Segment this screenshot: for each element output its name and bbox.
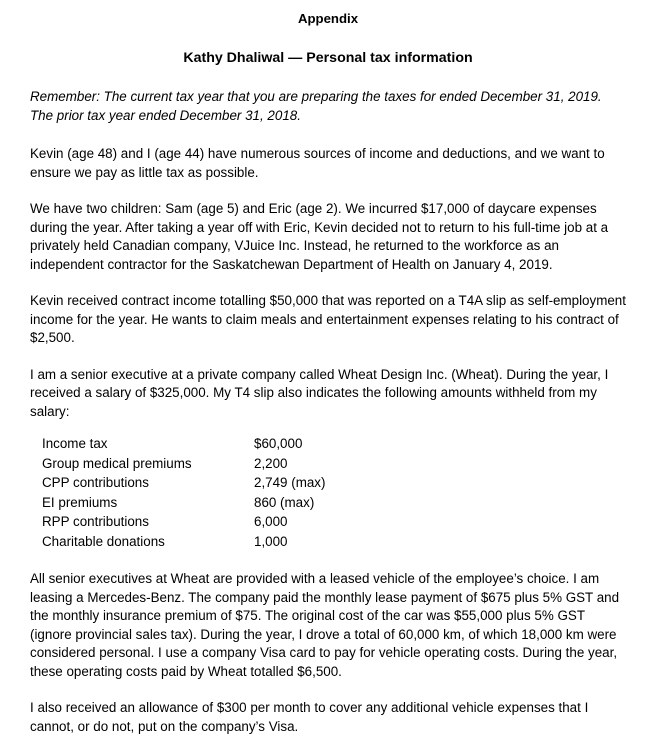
withholding-label: Group medical premiums [42, 455, 192, 471]
withholding-label: CPP contributions [42, 475, 149, 491]
paragraph-vehicle-allowance: I also received an allowance of $300 per month to cover any additional vehicle expenses that I cannot, or do not, put on the company’s Visa. [30, 700, 589, 734]
paragraph-family-income: Kevin (age 48) and I (age 44) have numerous sources of income and deductions, and we want to ensure we pay as little tax as possible. [30, 146, 605, 180]
withholding-value: $60,000 [254, 436, 303, 452]
paragraph-salary-withholdings: I am a senior executive at a private company called Wheat Design Inc. (Wheat). During the year, I received a salary of $325,000. My T4 slip also indicates the following amounts withheld from my salary: [30, 366, 609, 419]
table-row [38, 513, 325, 533]
withholding-value: 6,000 [254, 514, 288, 530]
withholding-value: 2,749 (max) [254, 475, 326, 491]
withholding-value: 1,000 [254, 533, 288, 549]
withholding-value: 860 (max) [254, 494, 315, 510]
table-row [38, 494, 325, 514]
table-row [38, 533, 325, 553]
table-row [38, 435, 325, 455]
withholding-label: Charitable donations [42, 533, 165, 549]
paragraph-children-daycare: We have two children: Sam (age 5) and Eric (age 2). We incurred $17,000 of daycare expenses during the year. After taking a year off with Eric, Kevin decided not to return to his full-time job at a privately held Canadian company, VJuice Inc. Instead, he returned to the workforce as an independent contractor for the Saskatchewan Department of Health on January 4, 2019. [30, 201, 609, 272]
withholding-value: 2,200 [254, 455, 288, 471]
document-subtitle: Kathy Dhaliwal — Personal tax information [183, 50, 473, 67]
table-row [38, 455, 325, 475]
withholding-label: EI premiums [42, 494, 118, 510]
withholding-label: RPP contributions [42, 514, 149, 530]
paragraph-leased-vehicle: All senior executives at Wheat are provided with a leased vehicle of the employee’s choice. I am leasing a Mercedes-Benz. The company paid the monthly lease payment of $675 plus 5% GST and the monthly insurance premium of $75. The original cost of the car was $55,000 plus 5% GST (ignore provincial sales tax). During the year, I drove a total of 60,000 km, of which 18,000 km were considered personal. I use a company Visa card to pay for vehicle operating costs. During the year, these operating costs paid by Wheat totalled $6,500. [30, 571, 620, 679]
paragraph-contract-income: Kevin received contract income totalling $50,000 that was reported on a T4A slip as self-employment income for the year. He wants to claim meals and entertainment expenses relating to his contract of $2,500. [30, 293, 626, 346]
withholding-label: Income tax [42, 436, 108, 452]
table-row [38, 474, 325, 494]
withholdings-table [38, 435, 325, 552]
reminder-note: Remember: The current tax year that you are preparing the taxes for ended December 31, 2019. The prior tax year ended December 31, 2018. [30, 89, 602, 123]
page-title: Appendix [297, 11, 359, 26]
